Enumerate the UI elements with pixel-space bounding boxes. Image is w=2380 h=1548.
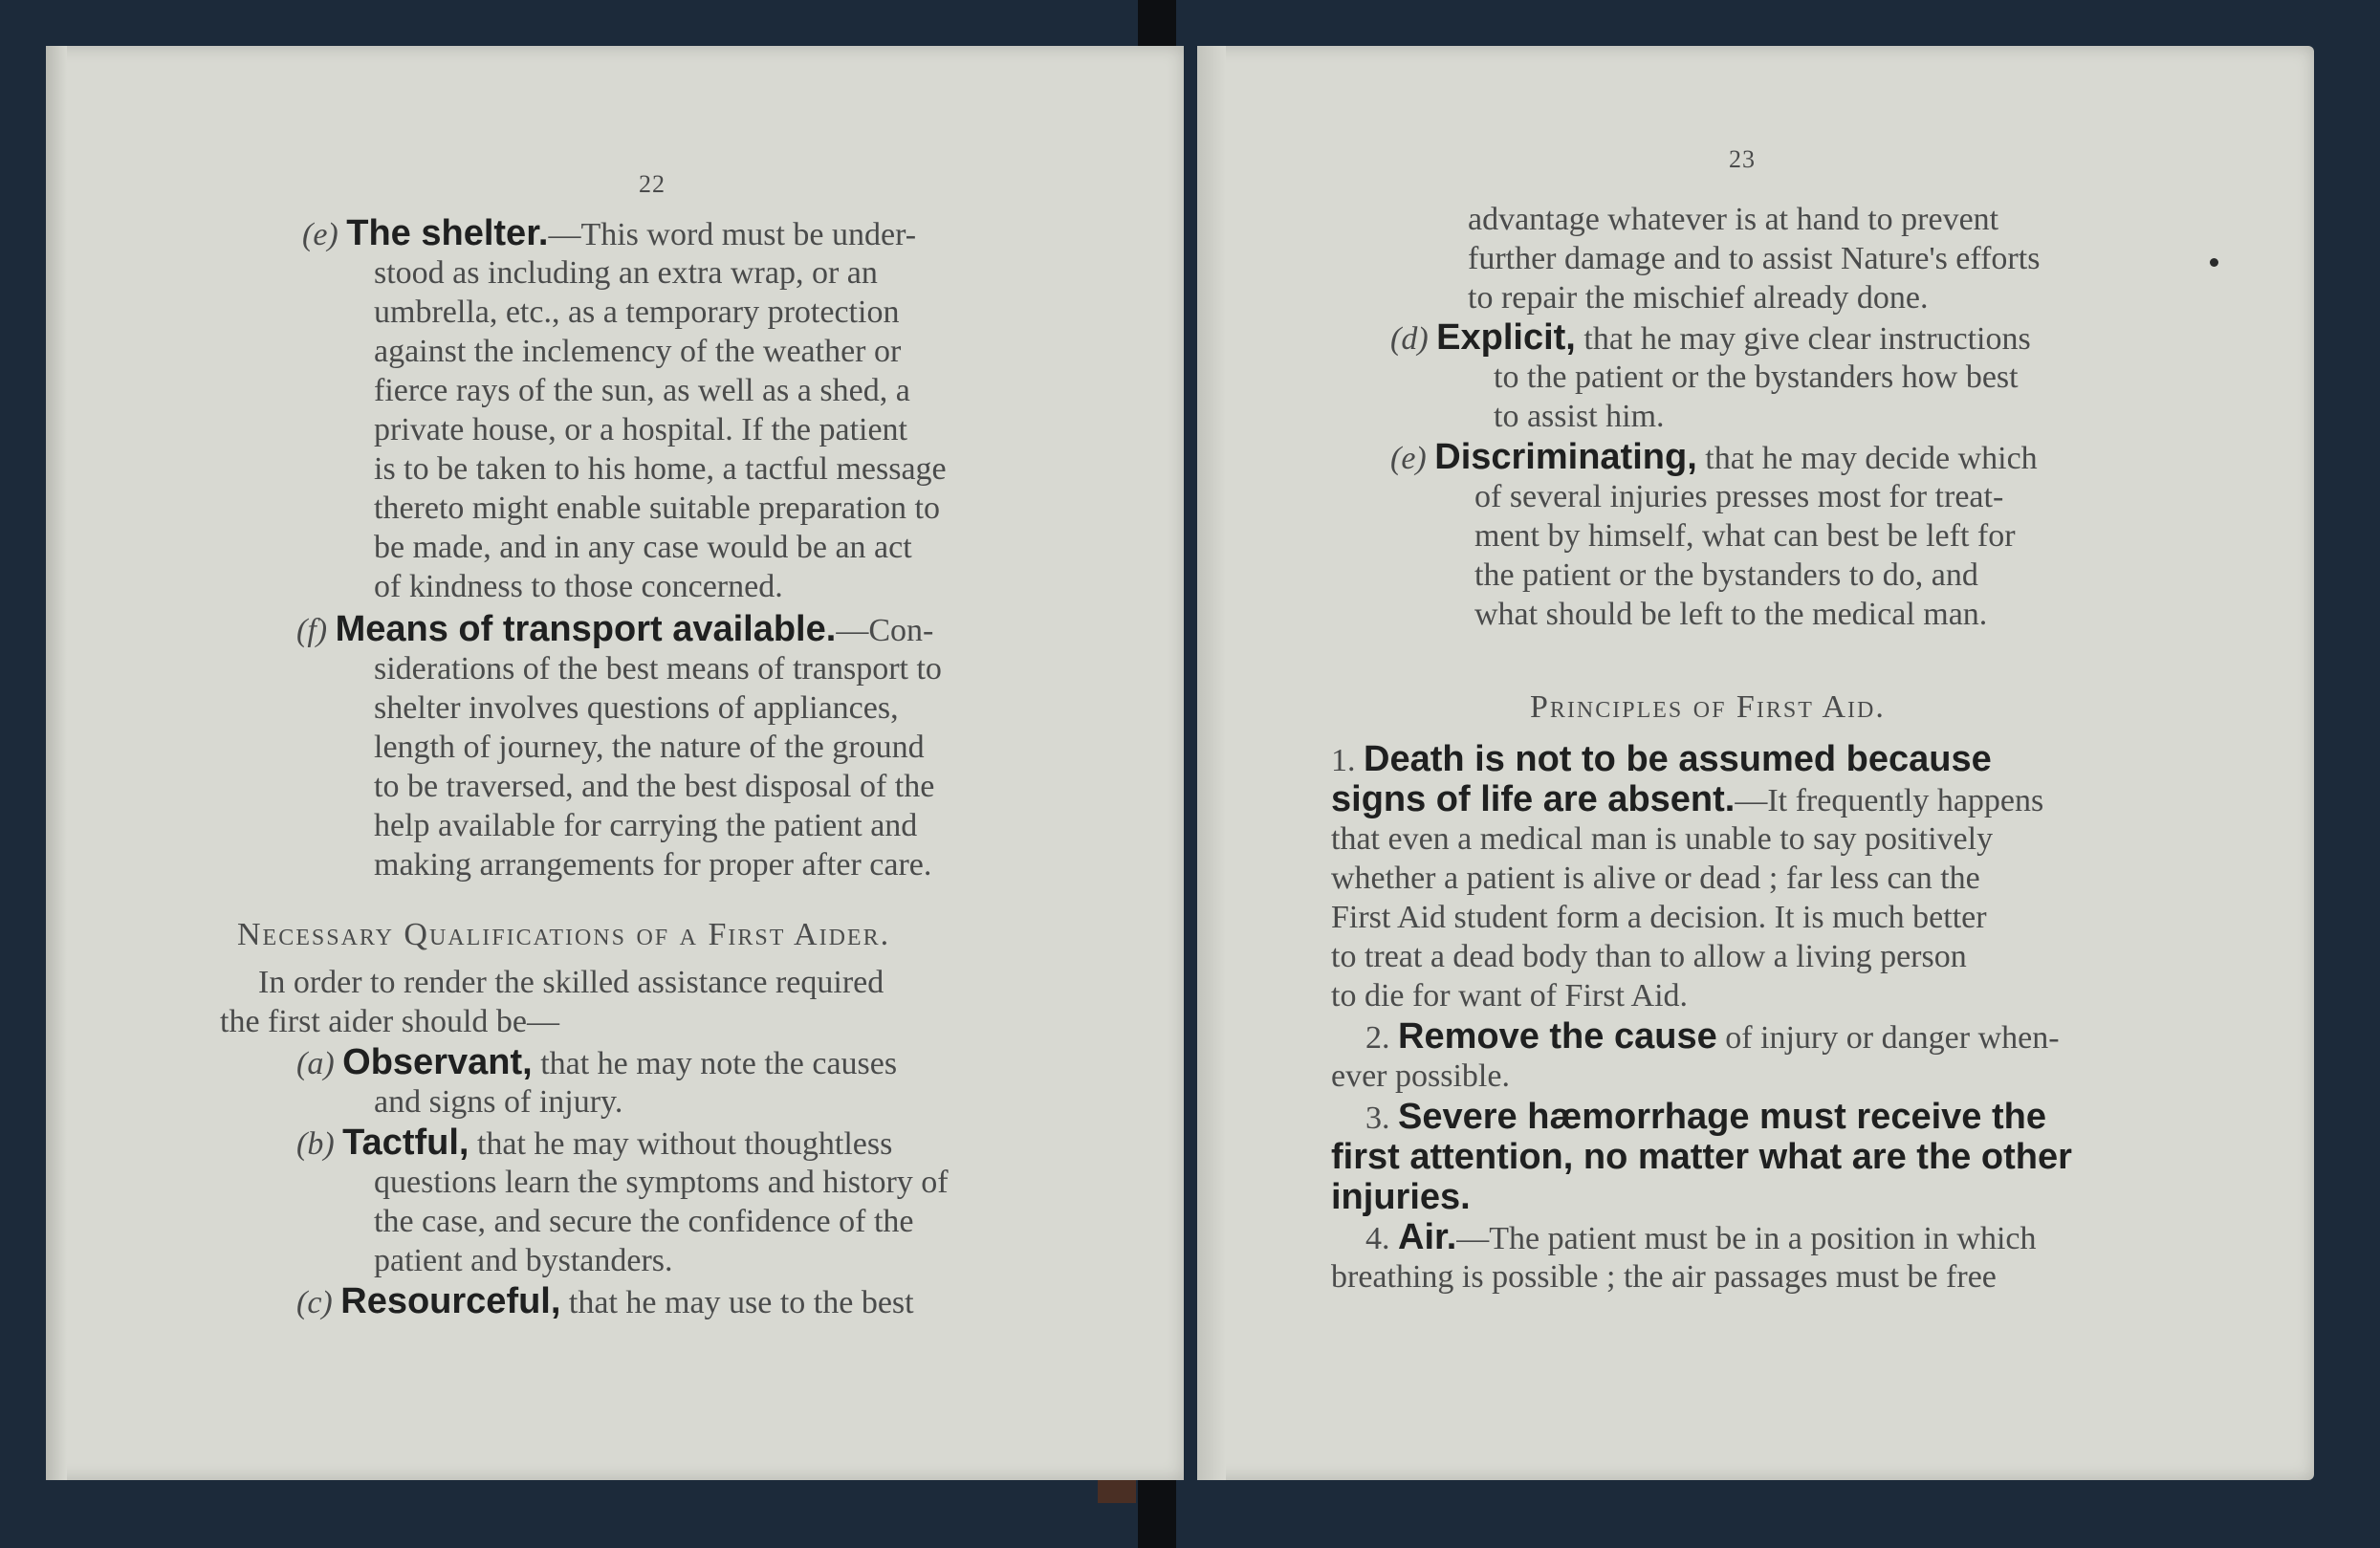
text-line: shelter involves questions of appliances, [374, 690, 899, 726]
text-line: whether a patient is alive or dead ; far less can the [1331, 861, 1980, 896]
text-line: the case, and secure the confidence of the [374, 1204, 914, 1239]
text-line: of kindness to those concerned. [374, 569, 783, 604]
principle-4: 4. Air.—The patient must be in a position in which [1365, 1217, 2037, 1257]
text-line: length of journey, the nature of the ground [374, 730, 925, 765]
principle-2: 2. Remove the cause of injury or danger when- [1365, 1016, 2060, 1057]
text-line: to die for want of First Aid. [1331, 978, 1689, 1014]
section-heading: Necessary Qualifications of a First Aider. [237, 917, 891, 952]
text-line: ment by himself, what can best be left for [1474, 518, 2016, 554]
text-line: of several injuries presses most for treat- [1474, 479, 2004, 514]
text-line: to treat a dead body than to allow a living person [1331, 939, 1967, 974]
item-b-tactful: (b) Tactful, that he may without thoughtless [296, 1123, 893, 1163]
principle-1: 1. Death is not to be assumed because [1331, 739, 1992, 779]
bookmark-ribbon [1098, 1480, 1136, 1503]
page-number: 23 [1729, 145, 1756, 173]
text-line: making arrangements for proper after care. [374, 847, 932, 883]
text-line: advantage whatever is at hand to prevent [1468, 202, 1999, 237]
item-c-resourceful: (c) Resourceful, that he may use to the best [296, 1281, 914, 1321]
text-line: stood as including an extra wrap, or an [374, 255, 878, 291]
text-line: that even a medical man is unable to say positively [1331, 821, 1994, 857]
principle-3: 3. Severe hæmorrhage must receive the [1365, 1097, 2046, 1137]
page-number: 22 [639, 170, 666, 198]
item-d-explicit: (d) Explicit, that he may give clear instructions [1390, 317, 2031, 358]
text-line: be made, and in any case would be an act [374, 530, 912, 565]
text-line: to the patient or the bystanders how best [1494, 360, 2019, 395]
item-a-observant: (a) Observant, that he may note the causes [296, 1042, 898, 1082]
text-line: umbrella, etc., as a temporary protection [374, 294, 900, 330]
text-line: to repair the mischief already done. [1468, 280, 1929, 316]
text-line: patient and bystanders. [374, 1243, 673, 1278]
ink-dot [2210, 258, 2218, 267]
text-line: what should be left to the medical man. [1474, 597, 1988, 632]
text-line: thereto might enable suitable preparation to [374, 491, 940, 526]
text-line: the patient or the bystanders to do, and [1474, 557, 1978, 593]
text-line: ever possible. [1331, 1058, 1510, 1094]
text-line: further damage and to assist Nature's efforts [1468, 241, 2041, 276]
item-e-shelter: (e) The shelter.—This word must be under- [302, 213, 917, 253]
text-line: the first aider should be— [220, 1004, 560, 1039]
text-line: help available for carrying the patient and [374, 808, 918, 843]
item-e-discriminating: (e) Discriminating, that he may decide which [1390, 437, 2038, 477]
right-page [1197, 46, 2314, 1480]
text-line: is to be taken to his home, a tactful message [374, 451, 947, 487]
text-line: First Aid student form a decision. It is much better [1331, 900, 1987, 935]
item-f-transport: (f) Means of transport available.—Con- [296, 609, 934, 649]
text-line: breathing is possible ; the air passages must be free [1331, 1259, 1997, 1295]
left-page [46, 46, 1184, 1480]
text-line: siderations of the best means of transport to [374, 651, 942, 687]
text-line: In order to render the skilled assistance required [258, 965, 884, 1000]
text-line: private house, or a hospital. If the patient [374, 412, 907, 447]
principle-3-cont: injuries. [1331, 1177, 1471, 1217]
section-heading: Principles of First Aid. [1530, 689, 1886, 725]
text-line: and signs of injury. [374, 1084, 623, 1120]
text-line: against the inclemency of the weather or [374, 334, 902, 369]
principle-1-cont: signs of life are absent.—It frequently happens [1331, 779, 2044, 819]
principle-3-cont: first attention, no matter what are the other [1331, 1137, 2072, 1177]
text-line: to assist him. [1494, 399, 1665, 434]
text-line: questions learn the symptoms and history of [374, 1165, 949, 1200]
text-line: to be traversed, and the best disposal of the [374, 769, 935, 804]
text-line: fierce rays of the sun, as well as a shed, a [374, 373, 910, 408]
